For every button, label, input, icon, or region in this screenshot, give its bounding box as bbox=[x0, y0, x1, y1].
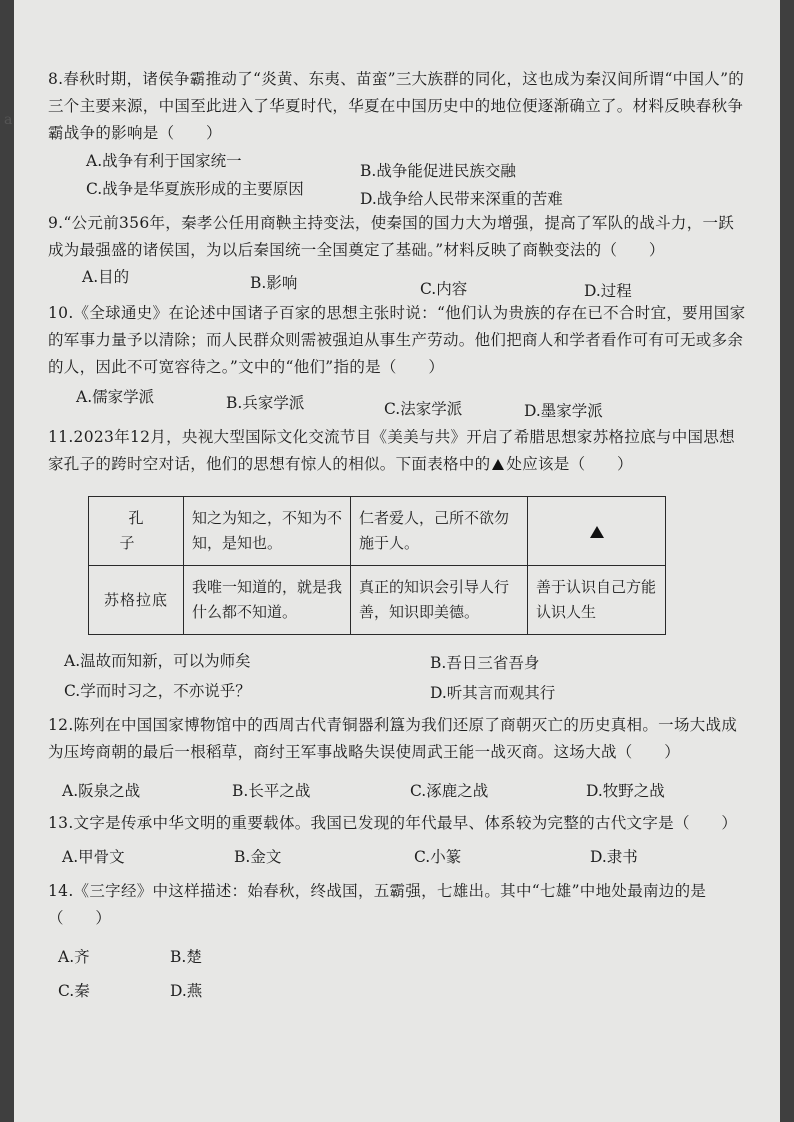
question-11-option-d: D.听其言而观其行 bbox=[430, 684, 556, 702]
question-11-stem-start: 11.2023年12月，央视大型国际文化交流节目《美美与共》开启了希腊思想家苏格拉底与中国思想家孔子的跨时空对话，他们的思想有惊人的相似。下面表格中的 bbox=[48, 428, 735, 473]
question-8-stem: 8.春秋时期，诸侯争霸推动了“炎黄、东夷、苗蛮”三大族群的同化，这也成为秦汉间所谓“中国人”的三个主要来源，中国至此进入了华夏时代，华夏在中国历史中的地位便逐渐确立了。材料反映春秋争霸战争的影响是（ ） bbox=[48, 70, 745, 142]
table-cell-name: 孔子 bbox=[89, 497, 184, 566]
question-11-stem-end: 处应该是（ ） bbox=[506, 455, 633, 473]
question-14-option-b: B.楚 bbox=[170, 948, 202, 966]
table-cell-blank bbox=[528, 497, 666, 566]
triangle-icon bbox=[492, 459, 504, 470]
question-14-option-c: C.秦 bbox=[58, 982, 90, 1000]
question-10-option-b: B.兵家学派 bbox=[226, 394, 305, 412]
question-13-option-d: D.隶书 bbox=[590, 848, 638, 866]
question-14-stem: 14.《三字经》中这样描述：始春秋，终战国，五霸强，七雄出。其中“七雄”中地处最南边的是（ ） bbox=[48, 882, 707, 927]
table-row bbox=[89, 566, 666, 635]
question-13-option-a: A.甲骨文 bbox=[62, 848, 125, 866]
question-12-stem: 12.陈列在中国国家博物馆中的西周古代青铜器利簋为我们还原了商朝灭亡的历史真相。一场大战成为压垮商朝的最后一根稻草，商纣王军事战略失误使周武王能一战灭商。这场大战（ ） bbox=[48, 716, 738, 761]
question-8-option-a: A.战争有利于国家统一 bbox=[86, 152, 242, 170]
question-13-option-b: B.金文 bbox=[234, 848, 282, 866]
question-13-option-c: C.小篆 bbox=[414, 848, 462, 866]
question-14-option-d: D.燕 bbox=[170, 982, 203, 1000]
question-12-option-b: B.长平之战 bbox=[232, 782, 311, 800]
table-cell: 我唯一知道的，就是我什么都不知道。 bbox=[184, 566, 351, 635]
table-cell: 真正的知识会引导人行善，知识即美德。 bbox=[351, 566, 528, 635]
table-cell-name: 苏格拉底 bbox=[89, 566, 184, 635]
question-10-option-d: D.墨家学派 bbox=[524, 402, 603, 420]
table-cell: 仁者爱人，己所不欲勿施于人。 bbox=[351, 497, 528, 566]
question-11-option-c: C.学而时习之，不亦说乎？ bbox=[64, 682, 251, 700]
question-9-option-a: A.目的 bbox=[82, 268, 130, 286]
question-10-option-c: C.法家学派 bbox=[384, 400, 463, 418]
question-9-option-c: C.内容 bbox=[420, 280, 468, 298]
question-8-option-d: D.战争给人民带来深重的苦难 bbox=[360, 190, 563, 208]
question-9-stem: 9.“公元前356年，秦孝公任用商鞅主持变法，使秦国的国力大为增强，提高了军队的战斗力，一跃成为最强盛的诸侯国，为以后秦国统一全国奠定了基础。”材料反映了商鞅变法的（ ） bbox=[48, 214, 735, 259]
question-9-option-b: B.影响 bbox=[250, 274, 298, 292]
comparison-table bbox=[88, 496, 666, 635]
question-11-stem bbox=[48, 424, 748, 478]
question-11-option-a: A.温故而知新，可以为师矣 bbox=[64, 652, 251, 670]
question-8-option-c: C.战争是华夏族形成的主要原因 bbox=[86, 180, 304, 198]
question-10-option-a: A.儒家学派 bbox=[76, 388, 155, 406]
table-cell: 知之为知之，不知为不知，是知也。 bbox=[184, 497, 351, 566]
question-12-option-d: D.牧野之战 bbox=[586, 782, 665, 800]
table-cell: 善于认识自己方能认识人生 bbox=[528, 566, 666, 635]
table-row bbox=[89, 497, 666, 566]
question-11-option-b: B.吾日三省吾身 bbox=[430, 654, 540, 672]
question-10-stem: 10.《全球通史》在论述中国诸子百家的思想主张时说：“他们认为贵族的存在已不合时宜，要用国家的军事力量予以清除；而人民群众则需被强迫从事生产劳动。他们把商人和学者看作可有可无或多余的人，因此不可宽容待之。”文中的“他们”指的是（ ） bbox=[48, 304, 746, 376]
question-9-option-d: D.过程 bbox=[584, 282, 632, 300]
question-13-stem: 13.文字是传承中华文明的重要载体。我国已发现的年代最早、体系较为完整的古代文字是（ ） bbox=[48, 814, 738, 832]
question-14-option-a: A.齐 bbox=[58, 948, 90, 966]
question-8-option-b: B.战争能促进民族交融 bbox=[360, 162, 516, 180]
question-12-option-a: A.阪泉之战 bbox=[62, 782, 141, 800]
triangle-icon bbox=[590, 526, 604, 538]
margin-mark: a bbox=[4, 112, 13, 128]
question-12-option-c: C.涿鹿之战 bbox=[410, 782, 489, 800]
